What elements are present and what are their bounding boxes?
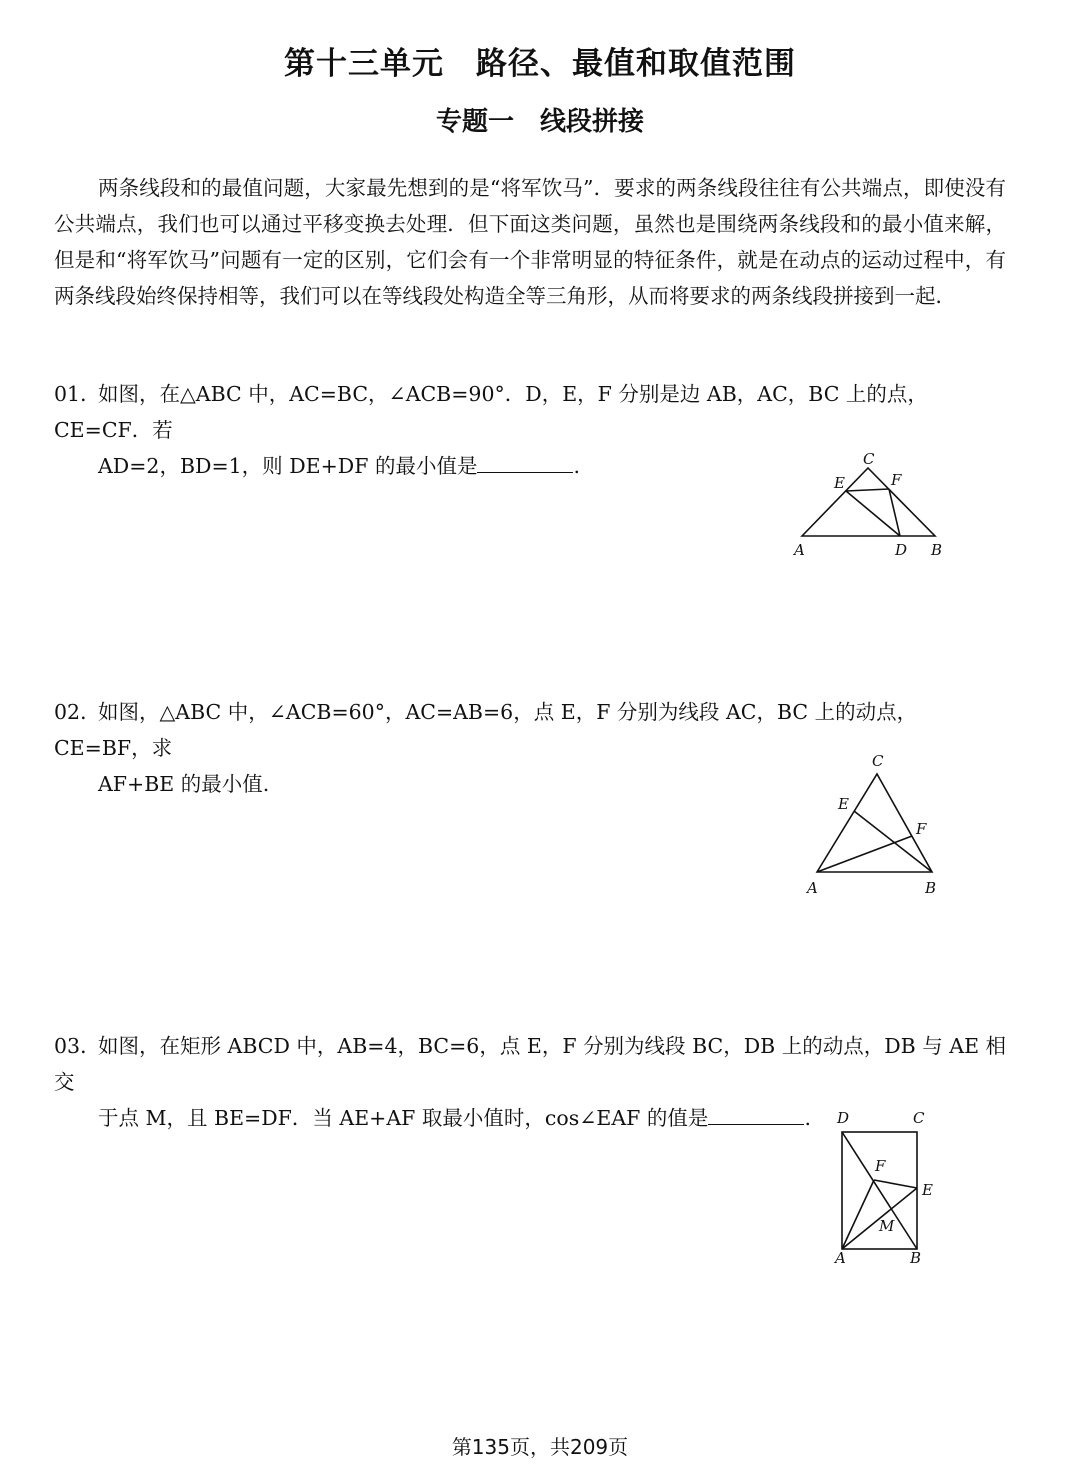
figure-2 xyxy=(800,748,950,898)
label-e: E xyxy=(834,474,845,492)
label-d: D xyxy=(837,1109,850,1127)
label-e: E xyxy=(922,1181,933,1199)
triangle-abc xyxy=(817,774,932,872)
label-f: F xyxy=(875,1157,886,1175)
topic-title: 专题一 线段拼接 xyxy=(435,107,644,137)
figure-1 xyxy=(790,448,950,563)
unit-title: 第十三单元 路径、最值和取值范围 xyxy=(284,46,796,82)
label-c: C xyxy=(863,450,875,468)
question-number: 03． xyxy=(54,1034,101,1058)
label-a: A xyxy=(807,879,818,897)
label-f: F xyxy=(916,820,927,838)
label-c: C xyxy=(913,1109,925,1127)
segment-ef xyxy=(846,489,889,491)
label-e: E xyxy=(838,795,849,813)
question-number: 01． xyxy=(54,382,101,406)
answer-blank[interactable] xyxy=(708,1106,804,1125)
answer-blank[interactable] xyxy=(477,454,573,473)
segment-af xyxy=(817,836,912,872)
question-number: 02． xyxy=(54,700,101,724)
triangle-abc xyxy=(802,468,935,536)
question-text-end: . xyxy=(804,1106,811,1130)
label-c: C xyxy=(872,752,884,770)
figure-3 xyxy=(830,1105,950,1270)
segment-fe xyxy=(874,1180,917,1188)
segment-af xyxy=(842,1180,874,1249)
question-text-end: . xyxy=(573,454,580,478)
intro-paragraph: 两条线段和的最值问题，大家最先想到的是“将军饮马”．要求的两条线段往往有公共端点，即使没有公共端点，我们也可以通过平移变换去处理．但下面这类问题，虽然也是围绕两条线段和的最小值来解，但是和“将军饮马”问题有一定的区别，它们会有一个非常明显的特征条件，就是在动点的运动过程中，有两条线段始终保持相等，我们可以在等线段处构造全等三角形，从而将要求的两条线段拼接到一起． xyxy=(54,176,1006,308)
label-a: A xyxy=(794,541,805,559)
question-text-line1: 如图，△ABC 中，∠ACB=60°，AC=AB=6，点 E，F 分别为线段 AC，BC 上的动点，CE=BF，求 xyxy=(54,700,918,760)
question-text-line2: AF+BE 的最小值. xyxy=(98,772,270,796)
label-a: A xyxy=(835,1249,846,1267)
question-text-line2: AD=2，BD=1，则 DE+DF 的最小值是 xyxy=(98,454,478,478)
page-footer: 第135页，共209页 xyxy=(451,1435,629,1459)
label-b: B xyxy=(910,1249,922,1267)
label-m: M xyxy=(879,1217,895,1235)
label-f: F xyxy=(891,471,902,489)
segment-ed xyxy=(846,491,900,536)
question-text-line1: 如图，在矩形 ABCD 中，AB=4，BC=6，点 E，F 分别为线段 BC，DB 上的动点，DB 与 AE 相交 xyxy=(54,1034,1007,1094)
label-b: B xyxy=(931,541,943,559)
question-text-line2: 于点 M，且 BE=DF．当 AE+AF 取最小值时，cos∠EAF 的值是 xyxy=(98,1106,709,1130)
label-d: D xyxy=(895,541,908,559)
question-text-line1: 如图，在△ABC 中，AC=BC，∠ACB=90°．D，E，F 分别是边 AB，AC，BC 上的点，CE=CF．若 xyxy=(54,382,928,442)
label-b: B xyxy=(925,879,937,897)
